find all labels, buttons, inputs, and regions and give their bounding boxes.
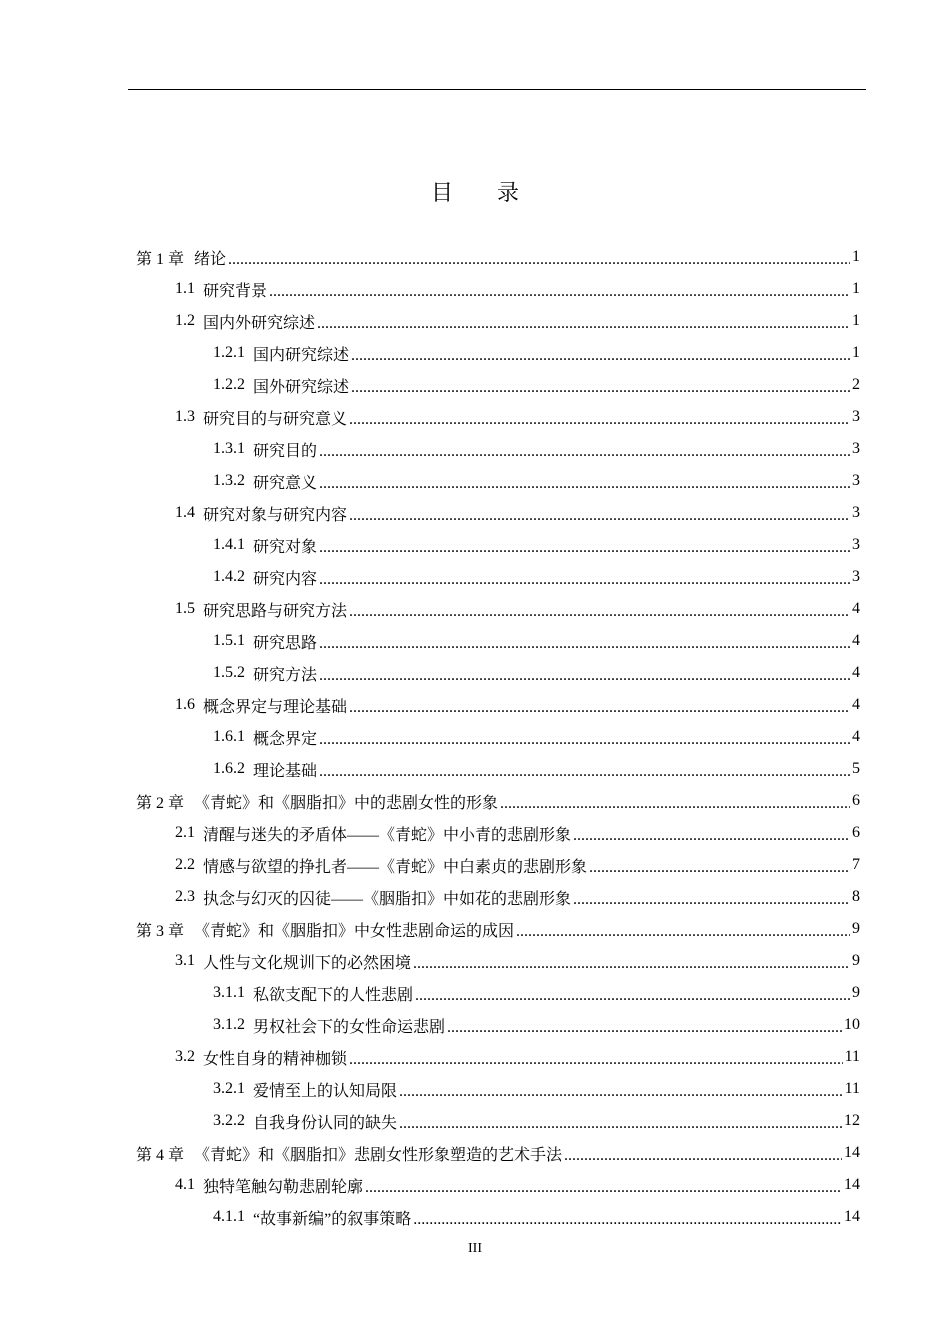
toc-entry-page: 4 xyxy=(852,600,860,617)
toc-entry-number: 3.2 xyxy=(175,1048,195,1065)
toc-entry-label: 执念与幻灭的囚徒——《胭脂扣》中如花的悲剧形象 xyxy=(203,890,572,908)
toc-subsection-entry[interactable] xyxy=(213,657,860,689)
toc-section-entry[interactable] xyxy=(175,817,860,849)
toc-entry-page: 4 xyxy=(852,664,860,681)
toc-entry-page: 1 xyxy=(852,280,860,297)
toc-entry-page: 6 xyxy=(852,824,860,841)
toc-entry-page: 4 xyxy=(852,632,860,649)
title-char-1: 目 xyxy=(430,181,453,206)
toc-section-entry[interactable] xyxy=(175,945,860,977)
toc-entry-number: 1.3 xyxy=(175,408,195,425)
toc-entry-number: 第 4 章 xyxy=(136,1146,185,1164)
dot-leader xyxy=(319,667,850,685)
dot-leader xyxy=(269,283,850,301)
toc-entry-page: 1 xyxy=(852,344,860,361)
toc-entry-label: 爱情至上的认知局限 xyxy=(253,1082,398,1100)
dot-leader xyxy=(351,379,850,397)
header-rule xyxy=(128,89,866,90)
dot-leader xyxy=(500,795,850,813)
toc-entry-label: 人性与文化规训下的必然困境 xyxy=(203,954,412,972)
toc-subsection-entry[interactable] xyxy=(213,1201,860,1233)
toc-entry-label: 概念界定 xyxy=(253,730,318,748)
toc-entry-number: 1.4 xyxy=(175,504,195,521)
dot-leader xyxy=(319,571,850,589)
toc-entry-page: 10 xyxy=(844,1016,860,1033)
toc-entry-number: 1.3.1 xyxy=(213,440,245,457)
dot-leader xyxy=(415,987,850,1005)
toc-entry-page: 4 xyxy=(852,696,860,713)
toc-entry-label: 研究目的与研究意义 xyxy=(203,410,348,428)
toc-entry-label: 绪论 xyxy=(194,248,227,268)
dot-leader xyxy=(365,1179,842,1197)
toc-subsection-entry[interactable] xyxy=(213,1073,860,1105)
toc-entry-page: 3 xyxy=(852,408,860,425)
toc-entry-page: 2 xyxy=(852,376,860,393)
toc-entry-page: 3 xyxy=(852,504,860,521)
toc-entry-label: 国内外研究综述 xyxy=(203,314,316,332)
page-number: III xyxy=(468,1241,482,1256)
toc-entry-number: 4.1 xyxy=(175,1176,195,1193)
toc-entry-number: 2.2 xyxy=(175,856,195,873)
toc-entry-number: 1.4.2 xyxy=(213,568,245,585)
toc-entry-page: 12 xyxy=(844,1112,860,1129)
toc-subsection-entry[interactable] xyxy=(213,465,860,497)
toc-entry-page: 3 xyxy=(852,536,860,553)
dot-leader xyxy=(413,1211,842,1229)
dot-leader xyxy=(319,635,850,653)
toc-entry-number: 第 3 章 xyxy=(136,922,185,940)
toc-subsection-entry[interactable] xyxy=(213,337,860,369)
title-char-2: 录 xyxy=(497,181,520,206)
toc-entry-label: 研究意义 xyxy=(253,474,318,492)
dot-leader xyxy=(573,827,850,845)
toc-subsection-entry[interactable] xyxy=(213,721,860,753)
toc-entry-label: 清醒与迷失的矛盾体——《青蛇》中小青的悲剧形象 xyxy=(203,826,572,844)
toc-chapter-entry[interactable] xyxy=(136,1137,860,1169)
toc-entry-page: 9 xyxy=(852,984,860,1001)
toc-entry-number: 1.4.1 xyxy=(213,536,245,553)
toc-section-entry[interactable] xyxy=(175,401,860,433)
dot-leader xyxy=(573,891,850,909)
dot-leader xyxy=(349,1051,843,1069)
toc-entry-number: 1.5.1 xyxy=(213,632,245,649)
dot-leader xyxy=(228,251,850,269)
toc-section-entry[interactable] xyxy=(175,497,860,529)
toc-entry-page: 9 xyxy=(852,952,860,969)
toc-subsection-entry[interactable] xyxy=(213,1105,860,1137)
toc-entry-page: 6 xyxy=(852,792,860,809)
toc-entry-label: 研究目的 xyxy=(253,442,318,460)
toc-entry-number: 第 2 章 xyxy=(136,794,185,812)
toc-entry-label: 研究对象与研究内容 xyxy=(203,506,348,524)
toc-entry-label: 研究内容 xyxy=(253,570,318,588)
dot-leader xyxy=(319,475,850,493)
toc-entry-label: 国外研究综述 xyxy=(253,378,350,396)
toc-entry-number: 第 1 章 xyxy=(136,250,185,268)
page-title xyxy=(0,178,950,210)
toc-entry-number: 4.1.1 xyxy=(213,1208,245,1225)
toc-entry-page: 14 xyxy=(844,1144,860,1161)
toc-entry-label: 研究思路与研究方法 xyxy=(203,602,348,620)
toc-section-entry[interactable] xyxy=(175,593,860,625)
dot-leader xyxy=(564,1147,842,1165)
toc-section-entry[interactable] xyxy=(175,1041,860,1073)
toc-entry-page: 3 xyxy=(852,472,860,489)
toc-entry-number: 2.1 xyxy=(175,824,195,841)
toc-entry-number: 1.5.2 xyxy=(213,664,245,681)
toc-section-entry[interactable] xyxy=(175,1169,860,1201)
toc-entry-label: 《青蛇》和《胭脂扣》中女性悲剧命运的成因 xyxy=(194,920,515,940)
toc-entry-page: 4 xyxy=(852,728,860,745)
dot-leader xyxy=(589,859,850,877)
toc-entry-label: 女性自身的精神枷锁 xyxy=(203,1050,348,1068)
toc-entry-page: 7 xyxy=(852,856,860,873)
toc-entry-label: 研究背景 xyxy=(203,282,268,300)
dot-leader xyxy=(413,955,850,973)
toc-entry-number: 1.2.1 xyxy=(213,344,245,361)
toc-entry-label: 国内研究综述 xyxy=(253,346,350,364)
toc-subsection-entry[interactable] xyxy=(213,625,860,657)
toc-entry-page: 11 xyxy=(844,1048,860,1065)
toc-section-entry[interactable] xyxy=(175,881,860,913)
dot-leader xyxy=(317,315,850,333)
toc-entry-number: 2.3 xyxy=(175,888,195,905)
toc-section-entry[interactable] xyxy=(175,305,860,337)
toc-entry-number: 1.2 xyxy=(175,312,195,329)
toc-entry-label: 《青蛇》和《胭脂扣》中的悲剧女性的形象 xyxy=(194,792,499,812)
toc-chapter-entry[interactable] xyxy=(136,913,860,945)
toc-entry-number: 3.2.1 xyxy=(213,1080,245,1097)
toc-entry-label: 自我身份认同的缺失 xyxy=(253,1114,398,1132)
dot-leader xyxy=(349,603,850,621)
dot-leader xyxy=(349,411,850,429)
toc-entry-number: 3.1.1 xyxy=(213,984,245,1001)
toc-entry-label: 研究对象 xyxy=(253,538,318,556)
toc-entry-label: 男权社会下的女性命运悲剧 xyxy=(253,1018,446,1036)
dot-leader xyxy=(399,1115,842,1133)
toc-entry-number: 3.1.2 xyxy=(213,1016,245,1033)
dot-leader xyxy=(516,923,850,941)
toc-entry-page: 1 xyxy=(852,248,860,265)
toc-entry-number: 3.1 xyxy=(175,952,195,969)
toc-entry-label: 情感与欲望的挣扎者——《青蛇》中白素贞的悲剧形象 xyxy=(203,858,588,876)
toc-entry-number: 1.2.2 xyxy=(213,376,245,393)
toc-entry-page: 5 xyxy=(852,760,860,777)
dot-leader xyxy=(319,539,850,557)
toc-entry-number: 1.3.2 xyxy=(213,472,245,489)
dot-leader xyxy=(319,731,850,749)
toc-entry-page: 8 xyxy=(852,888,860,905)
toc-subsection-entry[interactable] xyxy=(213,977,860,1009)
toc-entry-page: 3 xyxy=(852,440,860,457)
dot-leader xyxy=(349,699,850,717)
toc-entry-label: “故事新编”的叙事策略 xyxy=(253,1210,412,1228)
dot-leader xyxy=(319,763,850,781)
toc-entry-label: 独特笔触勾勒悲剧轮廓 xyxy=(203,1178,364,1196)
toc-entry-label: 研究方法 xyxy=(253,666,318,684)
toc-entry-page: 14 xyxy=(844,1208,860,1225)
toc-entry-page: 9 xyxy=(852,920,860,937)
dot-leader xyxy=(349,507,850,525)
toc-subsection-entry[interactable] xyxy=(213,529,860,561)
toc-entry-number: 1.1 xyxy=(175,280,195,297)
toc-entry-label: 理论基础 xyxy=(253,762,318,780)
toc-entry-page: 11 xyxy=(844,1080,860,1097)
toc-chapter-entry[interactable] xyxy=(136,785,860,817)
toc-entry-page: 3 xyxy=(852,568,860,585)
toc-entry-number: 3.2.2 xyxy=(213,1112,245,1129)
toc-subsection-entry[interactable] xyxy=(213,433,860,465)
toc-chapter-entry[interactable] xyxy=(136,241,860,273)
toc-entry-number: 1.6 xyxy=(175,696,195,713)
toc-entry-number: 1.6.1 xyxy=(213,728,245,745)
toc-entry-label: 《青蛇》和《胭脂扣》悲剧女性形象塑造的艺术手法 xyxy=(194,1144,563,1164)
toc-section-entry[interactable] xyxy=(175,849,860,881)
dot-leader xyxy=(447,1019,842,1037)
toc-subsection-entry[interactable] xyxy=(213,561,860,593)
toc-entry-label: 概念界定与理论基础 xyxy=(203,698,348,716)
toc-entry-page: 14 xyxy=(844,1176,860,1193)
toc-subsection-entry[interactable] xyxy=(213,369,860,401)
toc-entry-number: 1.6.2 xyxy=(213,760,245,777)
toc-section-entry[interactable] xyxy=(175,273,860,305)
dot-leader xyxy=(351,347,850,365)
toc-section-entry[interactable] xyxy=(175,689,860,721)
toc-subsection-entry[interactable] xyxy=(213,753,860,785)
toc-entry-label: 研究思路 xyxy=(253,634,318,652)
toc-subsection-entry[interactable] xyxy=(213,1009,860,1041)
dot-leader xyxy=(399,1083,843,1101)
toc-entry-page: 1 xyxy=(852,312,860,329)
toc-entry-number: 1.5 xyxy=(175,600,195,617)
dot-leader xyxy=(319,443,850,461)
toc-entry-label: 私欲支配下的人性悲剧 xyxy=(253,986,414,1004)
